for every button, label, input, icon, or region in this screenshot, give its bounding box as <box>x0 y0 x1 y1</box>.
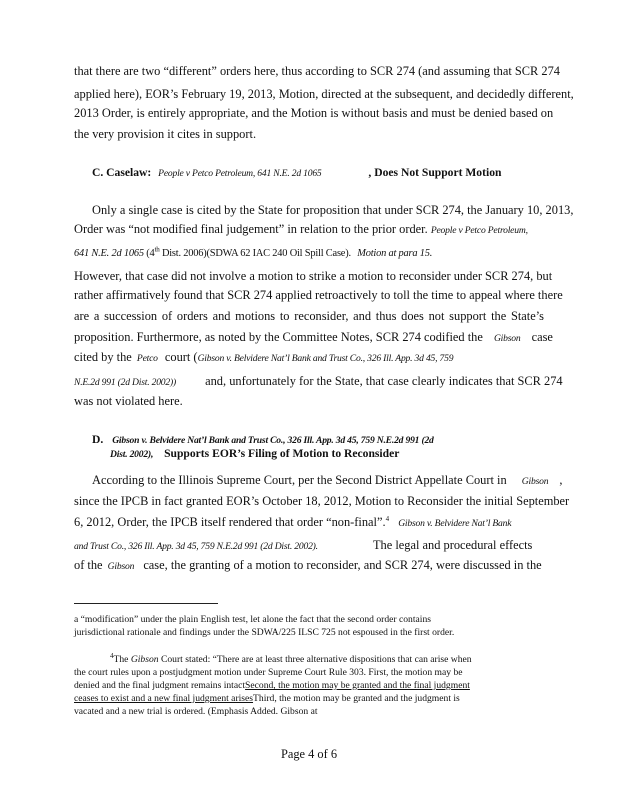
footnote-ref: 4 <box>385 514 390 523</box>
text-run: case <box>531 330 553 344</box>
case-name: Gibson <box>521 476 549 487</box>
body-line: 2013 Order, is entirely appropriate, and the Motion is without basis and must be denied based on <box>74 106 554 120</box>
footnote-line: jurisdictional rationale and findings under the SDWA/225 ILSC 725 not espoused in the first order. <box>74 627 455 638</box>
text-run: , <box>559 473 563 487</box>
body-line: are a succession of orders and motions to reconsider, and thus does not support the State’s <box>74 309 544 323</box>
footnote-4-line: the court rules upon a postjudgment motion under Supreme Court Rule 303. First, the motion may be <box>74 667 463 678</box>
text-run: court ( <box>164 350 198 364</box>
text-run: case, the granting of a motion to reconsider, and SCR 274, were discussed in the <box>143 558 542 572</box>
body-line <box>74 246 432 261</box>
case-name: Gibson <box>107 561 135 572</box>
case-name: Gibson <box>493 333 521 344</box>
footnote-divider <box>74 603 218 604</box>
body-line: that there are two “different” orders here, thus according to SCR 274 (and assuming that SCR 274 <box>74 64 560 78</box>
case-cite: 641 N.E. 2d 1065 <box>74 248 144 259</box>
body-line: applied here), EOR’s February 19, 2013, Motion, directed at the subsequent, and decidedly different, <box>74 87 574 101</box>
motion-cite: Motion at para 15. <box>357 248 433 259</box>
case-name: Petco <box>136 353 158 364</box>
body-line <box>74 374 563 390</box>
heading-tail: , Does Not Support Motion <box>368 166 502 179</box>
case-cite: and Trust Co., 326 Ill. App. 3d 45, 759 N.E.2d 991 (2d Dist. 2002). <box>74 541 318 552</box>
text-run: of the <box>74 558 103 572</box>
section-heading-c <box>92 165 501 181</box>
case-name: Gibson <box>130 654 159 665</box>
footnote-4-line <box>74 693 544 705</box>
body-line: was not violated here. <box>74 394 183 408</box>
body-line <box>74 222 528 238</box>
text-run: The <box>113 654 129 665</box>
underlined-text: Second, the motion may be granted and the final judgment <box>245 680 470 691</box>
case-cite: Gibson v. Belvidere Nat’l Bank <box>398 518 512 529</box>
footnote-line: a “modification” under the plain English test, let alone the fact that the second order contains <box>74 614 431 625</box>
text-run: proposition. Furthermore, as noted by the Committee Notes, SCR 274 codified the <box>74 330 483 344</box>
body-line <box>74 538 532 554</box>
case-cite: People v Petco Petroleum, <box>430 225 528 236</box>
body-line <box>92 473 563 489</box>
body-line: the very provision it cites in support. <box>74 127 257 141</box>
heading-case-cite: People v Petco Petroleum, 641 N.E. 2d 1065 <box>158 168 322 179</box>
text-run: denied and the final judgment remains intact <box>74 680 246 691</box>
text-run: Third, the motion may be granted and the judgment is <box>253 693 460 704</box>
case-cite: N.E.2d 991 (2d Dist. 2002)) <box>74 377 176 388</box>
heading-label: D. <box>92 433 104 446</box>
superscript: th <box>154 245 160 254</box>
section-heading-d-line2 <box>110 446 399 462</box>
text-run: and, unfortunately for the State, that case clearly indicates that SCR 274 <box>205 374 563 388</box>
body-line <box>74 515 511 531</box>
text-run: (4 <box>146 248 155 259</box>
page-number: Page 4 of 6 <box>280 747 338 761</box>
heading-case-cite: Dist. 2002), <box>110 449 154 460</box>
footnote-4-line <box>74 680 544 692</box>
text-run: Dist. 2006)(SDWA 62 IAC 240 Oil Spill Case). <box>159 248 351 259</box>
text-run: cited by the <box>74 350 132 364</box>
footnote-mark: 4 <box>110 651 114 660</box>
footnote-4-line <box>110 651 580 666</box>
text-run: 6, 2012, Order, the IPCB itself rendered that order “non-final”. <box>74 515 386 529</box>
body-line: Only a single case is cited by the State for proposition that under SCR 274, the January 10, 2013, <box>92 203 574 217</box>
heading-tail: Supports EOR’s Filing of Motion to Reconsider <box>164 447 400 460</box>
body-line <box>74 558 542 574</box>
text-run: Order was “not modified final judgement” in relation to the prior order. <box>74 222 428 236</box>
body-line: However, that case did not involve a motion to strike a motion to reconsider under SCR 274, but <box>74 269 553 283</box>
body-line: rather affirmatively found that SCR 274 applied retroactively to toll the time to appeal where there <box>74 288 563 302</box>
footnote-4-line: vacated and a new trial is ordered. (Emphasis Added. Gibson at <box>74 706 318 717</box>
heading-case-cite: Gibson v. Belvidere Nat’l Bank and Trust Co., 326 Ill. App. 3d 45, 759 N.E.2d 991 (2d <box>112 435 434 446</box>
text-run: According to the Illinois Supreme Court, per the Second District Appellate Court in <box>92 473 507 487</box>
body-line: since the IPCB in fact granted EOR’s October 18, 2012, Motion to Reconsider the initial September <box>74 494 570 508</box>
heading-label: C. Caselaw: <box>92 166 152 179</box>
body-line <box>74 350 453 366</box>
underlined-text: ceases to exist and a new final judgment arises <box>74 693 254 704</box>
text-run: The legal and procedural effects <box>372 538 533 552</box>
text-run: Court stated: “There are at least three alternative dispositions that can arise when <box>160 654 472 665</box>
case-cite: Gibson v. Belvidere Nat’l Bank and Trust Co., 326 Ill. App. 3d 45, 759 <box>197 353 454 364</box>
body-line <box>74 330 553 346</box>
